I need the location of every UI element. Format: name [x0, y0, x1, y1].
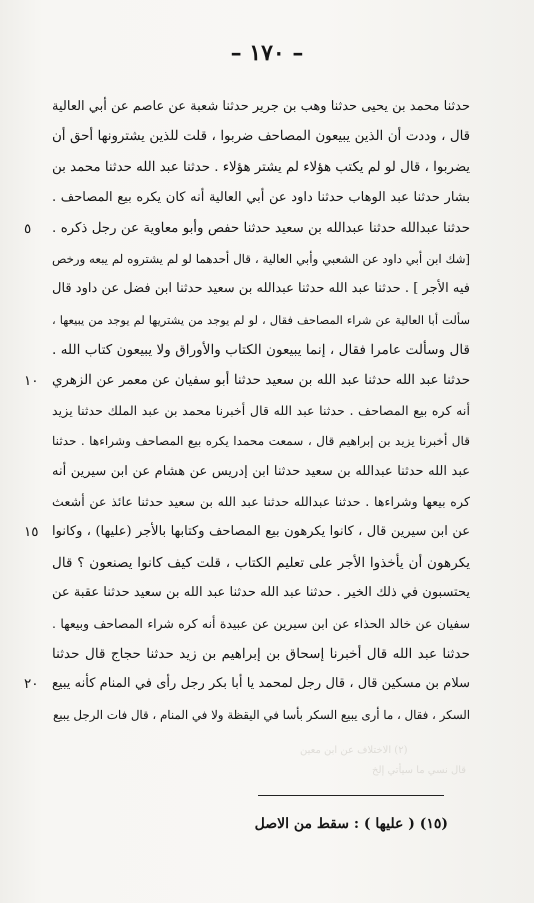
text-line: [52, 578, 470, 608]
bleed-through-text: (٢) الاختلاف عن ابن معين: [300, 745, 408, 756]
page-number: – ١٧٠ –: [230, 40, 304, 66]
text-line-content: فيه الأجر ] . حدثنا عبد الله حدثنا عبدالله بن سعيد حدثنا ابن فضل عن داود قال: [52, 281, 470, 297]
text-line-content: قال أخبرنا يزيد بن إبراهيم قال ، سمعت محمدا يكره بيع المصاحف وشراءها . حدثنا: [52, 434, 470, 449]
text-line-content: [شك ابن أبي داود عن الشعبي وأبي العالية ، قال أحدهما لو لم يشتروه لم يبعه ورخص: [52, 251, 470, 266]
text-line: [52, 548, 470, 578]
text-line: [52, 335, 470, 365]
text-line-content: حدثنا عبد الله حدثنا عبد الله بن سعيد حدثنا أبو سفيان عن معمر عن الزهري: [52, 372, 470, 388]
bleed-through-text: قال نسي ما سيأتي إلخ: [372, 765, 467, 776]
footnote-divider: [258, 795, 444, 796]
text-line-content: بشار حدثنا عبد الوهاب حدثنا داود عن أبي العالية أنه كان يكره بيع المصاحف .: [52, 190, 470, 206]
footnote: (١٥) ( عليها ) : سقط من الاصل: [254, 816, 448, 832]
line-number: ١٥: [24, 524, 39, 541]
text-line-content: يضربوا ، قال لو لم يكتب هؤلاء لم يشتر هؤلاء . حدثنا عبد الله حدثنا محمد بن: [52, 159, 470, 175]
text-line-content: حدثنا عبد الله قال أخبرنا إسحاق بن إبراهيم بن زيد حدثنا حجاج قال حدثنا: [52, 646, 470, 663]
text-line: [52, 426, 470, 456]
text-line-content: عن ابن سيرين قال ، كانوا يكرهون بيع المصاحف وكتابها بالأجر (عليها) ، وكانوا: [52, 524, 470, 540]
text-line: [52, 609, 470, 639]
text-line: [52, 700, 470, 730]
text-line: [52, 396, 470, 426]
text-line: [52, 305, 470, 335]
text-line: [52, 122, 470, 152]
line-number: ١٠: [24, 372, 39, 389]
text-line: [52, 92, 470, 122]
text-line: [52, 153, 470, 183]
text-line: [52, 244, 470, 274]
text-line-content: السكر ، فقال ، ما أرى يبيع السكر بأسا في اليقظة ولا في المنام ، قال فات الرجل يبيع: [52, 707, 470, 722]
text-line: [52, 487, 470, 517]
text-line: [52, 274, 470, 304]
text-line: [52, 183, 470, 213]
line-number: ٥: [24, 220, 32, 237]
text-line-content: يكرهون أن يأخذوا الأجر على تعليم الكتاب ، قلت كيف كانوا يصنعون ؟ قال: [52, 554, 470, 571]
text-line-content: سلام بن مسكين قال ، قال رجل لمحمد يا أبا بكر رجل رأى في المنام كأنه يبيع: [52, 676, 470, 692]
text-line: [24, 366, 470, 396]
text-line-content: حدثنا عبدالله حدثنا عبدالله بن سعيد حدثنا حفص وأبو معاوية عن رجل ذكره .: [52, 220, 470, 236]
body-text: [24, 92, 470, 730]
text-line-content: سفيان عن خالد الحذاء عن ابن سيرين عن عبيدة أنه كره شراء المصاحف وبيعها .: [52, 615, 470, 631]
text-line-content: أنه كره بيع المصاحف . حدثنا عبد الله قال أخبرنا محمد بن عبد الملك حدثنا يزيد: [52, 402, 470, 418]
text-line-content: عبد الله حدثنا عبدالله بن سعيد حدثنا ابن إدريس عن هشام عن ابن سيرين أنه: [52, 463, 470, 479]
text-line: [24, 669, 470, 699]
text-line: [52, 639, 470, 669]
text-line: [24, 517, 470, 547]
text-line-content: قال وسألت عامرا فقال ، إنما يبيعون الكتاب والأوراق ولا يبيعون كتاب الله .: [52, 342, 470, 359]
text-line-content: حدثنا محمد بن يحيى حدثنا وهب بن جرير حدثنا شعبة عن عاصم عن أبي العالية: [52, 99, 470, 114]
line-number: ٢٠: [24, 676, 39, 693]
text-line: [24, 214, 470, 244]
text-line-content: يحتسبون في ذلك الخير . حدثنا عبد الله حدثنا عبد الله بن سعيد حدثنا عقبة عن: [52, 585, 470, 601]
text-line-content: كره بيعها وشراءها . حدثنا عبدالله حدثنا عبد الله بن سعيد حدثنا عائذ عن أشعث: [52, 494, 470, 510]
text-line-content: سألت أبا العالية عن شراء المصاحف فقال ، لو لم يوجد من يشتريها لم يوجد من يبيعها ،: [52, 312, 470, 327]
text-line-content: قال ، وددت أن الذين يبيعون المصاحف ضربوا ، قلت للذين يشترونها أحق أن: [52, 129, 470, 145]
text-line: [52, 457, 470, 487]
